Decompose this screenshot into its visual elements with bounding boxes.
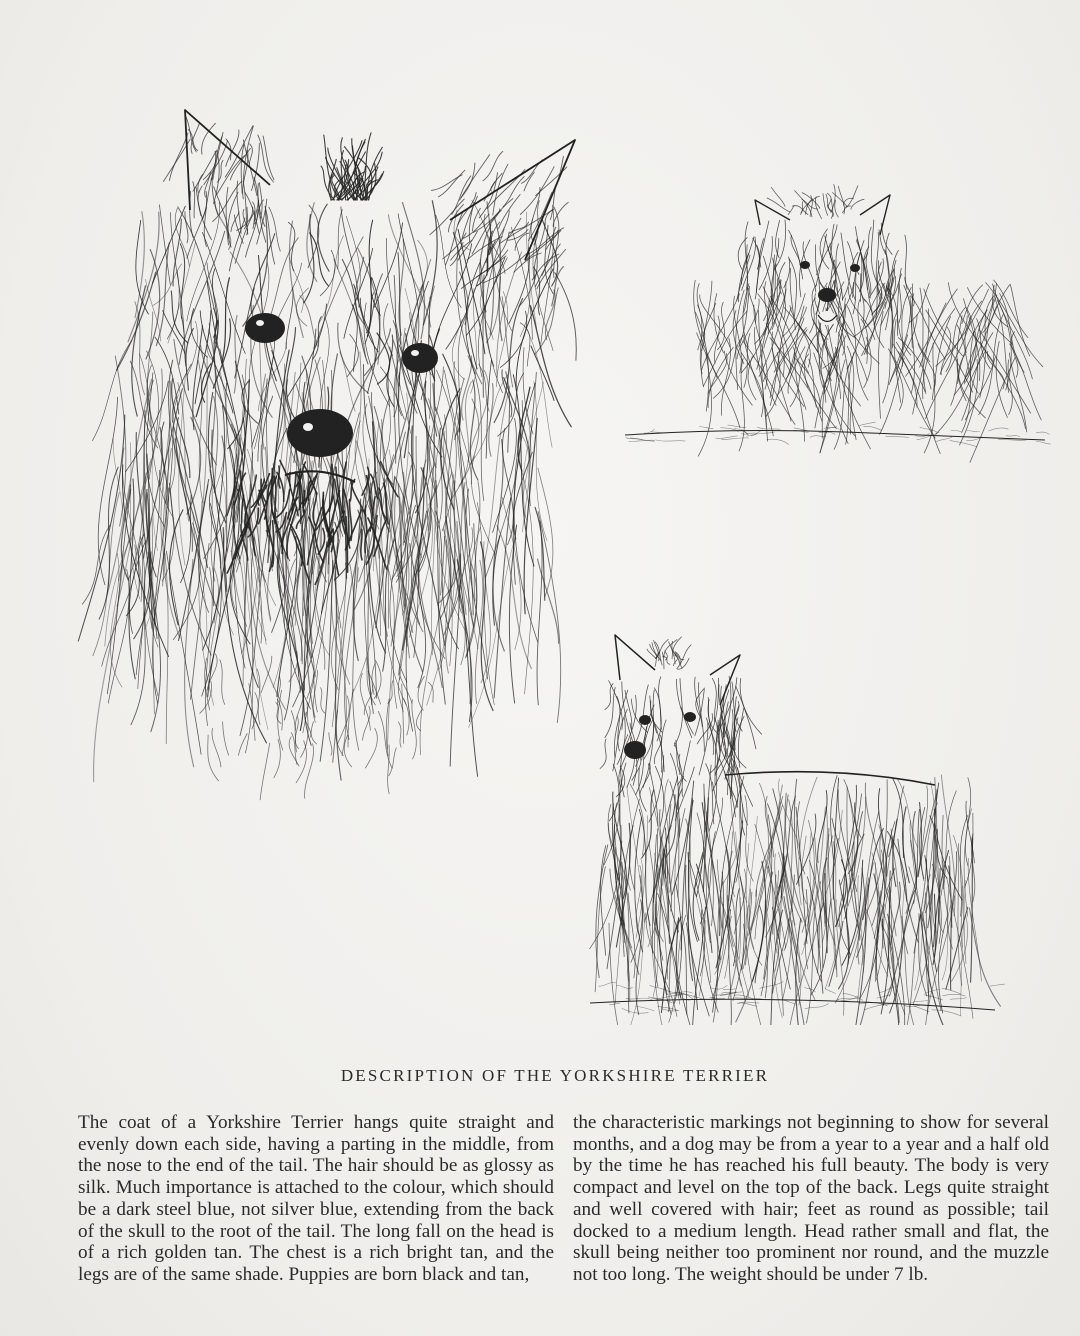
hair-stroke [82,525,110,604]
hair-stroke [965,358,995,420]
hair-stroke [260,743,270,800]
hair-stroke [1036,432,1049,434]
hair-stroke [207,654,217,691]
hair-stroke [790,306,818,353]
hair-stroke [261,656,272,692]
hair-stroke [932,1010,961,1016]
hair-stroke [175,208,189,266]
hair-stroke [737,1002,759,1004]
hair-stroke [365,329,391,376]
hair-stroke [865,1004,891,1010]
hair-stroke [418,676,424,710]
hair-stroke [190,191,193,237]
left-eye [245,313,285,343]
hair-stroke [481,542,493,711]
hair-stroke [656,440,686,441]
hair-stroke [258,135,274,182]
hair-stroke [534,382,547,541]
hair-stroke [767,198,790,212]
hair-stroke [481,542,490,683]
hair-stroke [742,237,756,290]
left-ear-outline [185,110,270,210]
hair-stroke [871,220,878,285]
hair-stroke [712,678,716,721]
hair-stroke [538,468,553,597]
hair-stroke [319,236,344,324]
hair-stroke [202,123,216,154]
hair-stroke [989,428,1009,431]
hair-stroke [790,268,795,329]
hair-stroke [882,919,899,1025]
hair-stroke [964,809,971,916]
right-eye [402,343,438,373]
hair-stroke [747,816,757,928]
hair-stroke [473,199,513,233]
hair-stroke [237,181,241,233]
hair-stroke [398,253,401,345]
hair-stroke [648,764,658,826]
hair-stroke [98,397,117,585]
hair-stroke [771,187,785,206]
left-eye-highlight [256,320,264,326]
hair-stroke [92,340,131,440]
hair-stroke [399,665,412,704]
hair-stroke [360,673,370,730]
hair-stroke [214,396,218,488]
hair-stroke [274,739,281,778]
hair-stroke [153,264,181,305]
hair-stroke [241,535,268,730]
yorkshire-terrier-standing-sketch [575,625,1005,1025]
hair-stroke [716,436,738,439]
hair-stroke [699,427,713,429]
hair-stroke [844,780,861,838]
hair-stroke [489,384,493,457]
hair-stroke [674,679,682,747]
hair-stroke [398,722,401,747]
hair-stroke [346,216,360,300]
text-column-right [573,1112,1049,1286]
hair-stroke [996,341,1007,417]
hair-stroke [291,711,296,752]
hair-stroke [818,791,827,863]
standing-nose [624,741,646,759]
paragraph-left: The coat of a Yorkshire Terrier hangs quite straight and evenly down each side, having a parting in the middle, from the nose to the end of the tail. The hair should be as glossy as silk. Much importance is attached to the colour, which should be a dark steel blue, not silver blue, extending from the back of the skull to the root of the tail. The long fall on the head is of a rich golden tan. The chest is a rich bright tan, and the legs are of the same shade. Puppies are born black and tan, [78,1112,554,1285]
hair-stroke [365,728,377,768]
hair-stroke [520,167,554,215]
hair-stroke [864,426,882,430]
hair-stroke [170,133,188,181]
hair-stroke [94,566,123,782]
hair-stroke [942,904,951,980]
hair-stroke [644,429,654,433]
hair-stroke [747,432,775,436]
hair-stroke [669,805,671,884]
hair-stroke [708,347,733,407]
hair-stroke [129,479,135,679]
text-column-left [78,1112,554,1286]
hair-stroke [816,234,827,287]
hair-stroke [493,536,500,626]
standing-left-eye [639,715,651,725]
hair-stroke [286,288,293,349]
hair-stroke [942,988,961,994]
hair-stroke [249,144,252,164]
hair-stroke [835,200,839,217]
hair-stroke [723,989,735,990]
hair-stroke [788,206,794,215]
hair-stroke [937,437,953,442]
hair-stroke [767,439,789,444]
hair-stroke [968,858,981,981]
hair-stroke [856,283,865,322]
hair-stroke [462,356,472,420]
hair-stroke [379,371,420,494]
hair-stroke [305,744,314,799]
hair-stroke [675,883,682,1004]
hair-stroke [186,329,193,391]
hair-stroke [950,998,966,1000]
hair-stroke [898,352,940,454]
hair-stroke [946,907,968,989]
hair-stroke [378,711,392,768]
hair-stroke [815,197,821,219]
hair-stroke [609,763,626,821]
standing-right-eye [684,712,696,722]
hair-stroke [744,924,773,1025]
hair-stroke [881,223,892,254]
hair-stroke [744,337,774,436]
hair-stroke [943,994,965,995]
hair-stroke [698,353,711,456]
hair-stroke [809,861,822,968]
hair-stroke [458,229,485,353]
hair-stroke [464,214,490,238]
paragraph-right: the characteristic markings not beginning to show for several months, and a dog may be from a year to a year and a half old by the time he has reached his full beauty. The body is very compact and level on the top of the back. Legs quite straight and well covered with hair; feet as round as possible; tail docked to a medium length. Head rather small and flat, the skull being neither too prominent nor round, and the muzzle not too long. The weight should be under 7 lb. [573,1112,1049,1285]
hair-stroke [636,900,643,1015]
hair-stroke [509,525,516,703]
standing-right-ear [710,655,740,705]
hair-stroke [113,439,123,521]
hair-stroke [676,740,687,781]
hair-stroke [764,255,775,321]
hair-stroke [825,989,835,994]
lying-right-eye [850,264,860,272]
hair-stroke [263,136,274,180]
hair-stroke [469,527,481,703]
hair-stroke [132,286,146,416]
hair-stroke [185,212,188,243]
hair-stroke [880,358,905,434]
hair-stroke [459,382,471,487]
hair-stroke [913,812,917,878]
hair-stroke [180,244,184,318]
hair-stroke [311,722,317,744]
hair-stroke [958,844,962,986]
head-sketch-svg [70,90,590,830]
standing-sketch-svg [575,625,1005,1025]
hair-stroke [1006,436,1019,437]
nose-highlight [303,423,313,431]
hair-stroke [791,235,800,265]
hair-stroke [508,218,521,238]
hair-stroke [712,782,729,901]
hair-stroke [223,722,229,755]
hair-stroke [228,192,238,247]
hair-stroke [877,995,890,998]
hair-stroke [374,223,402,307]
hair-stroke [682,923,687,1015]
hair-stroke [329,733,332,755]
hair-stroke [899,284,901,322]
hair-stroke [604,804,619,864]
hair-stroke [212,728,221,767]
hair-stroke [819,432,836,434]
hair-stroke [864,227,871,260]
hair-stroke [763,307,806,381]
hair-stroke [383,352,392,462]
lying-ground-line [625,431,1045,440]
hair-stroke [220,660,225,705]
hair-stroke [513,375,534,566]
hair-stroke [524,172,534,191]
hair-stroke [193,182,195,218]
hair-stroke [677,679,692,737]
nose [287,409,353,457]
hair-stroke [647,649,656,659]
hair-stroke [438,170,465,197]
hair-stroke [914,1006,929,1012]
hair-stroke [851,199,864,209]
hair-stroke [836,860,847,927]
hair-stroke [414,436,419,657]
hair-stroke [243,211,268,327]
hair-stroke [600,846,605,956]
yorkshire-terrier-lying-sketch [615,180,1055,480]
hair-stroke [795,191,812,217]
hair-stroke [643,725,654,787]
hair-stroke [537,521,542,705]
hair-stroke [728,425,746,428]
hair-stroke [805,1004,829,1009]
hair-stroke [380,367,404,420]
lying-right-ear [860,195,890,235]
hair-stroke [468,356,484,501]
hair-stroke [734,296,742,373]
hair-stroke [135,302,145,395]
hair-stroke [738,1003,757,1006]
hair-stroke [721,428,738,431]
hair-stroke [553,202,568,226]
hair-stroke [388,553,402,749]
hair-stroke [313,492,316,525]
hair-stroke [738,708,743,767]
right-eye-highlight [411,350,419,356]
hair-stroke [320,561,333,762]
hair-stroke [738,237,753,302]
hair-stroke [340,352,355,412]
hair-stroke [431,175,462,191]
hair-stroke [403,203,425,339]
hair-stroke [493,418,517,532]
hair-stroke [473,208,481,231]
hair-stroke [555,273,576,361]
hair-stroke [757,221,769,269]
lying-sketch-svg [615,180,1055,480]
hair-stroke [625,690,632,729]
hair-stroke [951,430,962,432]
hair-stroke [967,431,979,432]
yorkshire-terrier-head-sketch [70,90,590,830]
hair-stroke [859,422,875,426]
hair-stroke [300,296,318,347]
hair-stroke [757,427,780,429]
hair-stroke [809,359,817,407]
page-title: DESCRIPTION OF THE YORKSHIRE TERRIER [340,1066,770,1085]
hair-stroke [936,289,989,366]
hair-stroke [389,748,396,776]
hair-stroke [321,688,325,713]
hair-stroke [880,987,895,992]
hair-stroke [310,233,329,286]
hair-stroke [1037,442,1051,445]
hair-stroke [847,186,858,208]
hair-stroke [234,316,237,394]
lying-left-eye [800,261,810,269]
hair-stroke [402,684,404,743]
hair-stroke [950,441,977,447]
hair-stroke [756,802,780,896]
hair-stroke [710,985,727,989]
hair-stroke [636,1007,654,1011]
hair-stroke [682,741,690,797]
hair-stroke [990,982,1005,986]
lying-nose [818,288,836,302]
hair-stroke [198,186,202,216]
standing-back-line [725,772,935,785]
hair-stroke [654,688,661,730]
hair-stroke [886,436,909,437]
hair-stroke [460,155,490,201]
hair-stroke [836,900,844,1016]
hair-stroke [599,982,616,986]
hair-stroke [994,280,1028,338]
hair-stroke [784,257,790,288]
hair-stroke [830,224,834,257]
standing-left-ear [615,635,655,680]
hair-stroke [600,739,606,769]
